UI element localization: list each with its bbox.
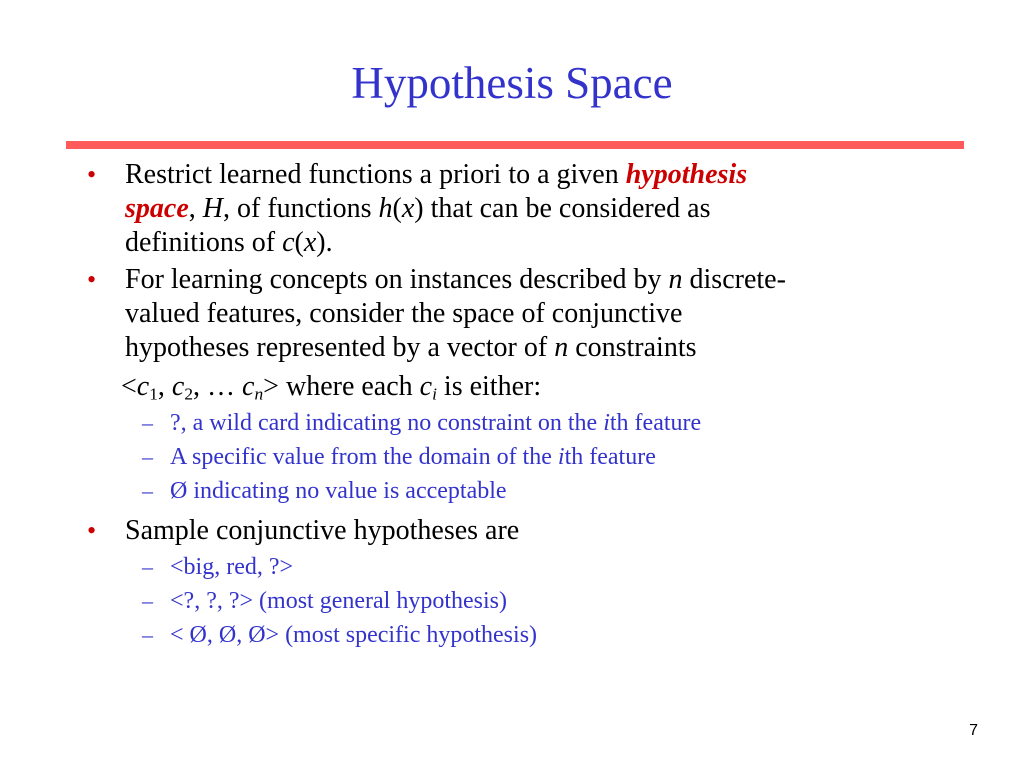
var-c: c: [282, 227, 295, 258]
bullet-1-text-b: ,: [188, 193, 203, 224]
bullet-2-text-c: hypotheses represented by a vector of: [125, 332, 555, 363]
hypothesis-term: hypothesis: [625, 159, 748, 190]
bullet-1-text-e: definitions of: [125, 227, 283, 258]
bullet-2-text-a: For learning concepts on instances described by: [125, 264, 669, 295]
sub-item-wildcard-text: ?, a wild card indicating no constraint on the: [170, 410, 604, 436]
angle-close: >: [263, 371, 279, 402]
var-i: i: [603, 410, 610, 436]
sub-n: n: [254, 384, 264, 404]
sub-item-wildcard: [170, 408, 950, 438]
bullet-1-paren-open-2: (: [294, 227, 304, 258]
bullet-2-text-d: constraints: [568, 332, 697, 363]
bullet-1-text-f: ).: [316, 227, 333, 258]
var-cn: c: [242, 371, 255, 402]
bullet-1-line-1: [125, 158, 955, 192]
vector-text-a: where each: [278, 371, 420, 402]
var-x: x: [401, 193, 415, 224]
sample-hypothesis-1: <big, red, ?>: [170, 554, 294, 580]
sample-hypothesis-3: < Ø, Ø, Ø> (most specific hypothesis): [170, 622, 538, 648]
bullet-2-line-1: [125, 263, 955, 297]
sub-item-empty: Ø indicating no value is acceptable: [170, 478, 507, 504]
sub-item-specific-suffix: th feature: [564, 444, 656, 470]
sub-i: i: [432, 384, 437, 404]
var-n-2: n: [554, 332, 569, 363]
bullet-2: [125, 263, 955, 365]
bullet-1-text-c: , of functions: [223, 193, 379, 224]
slide-title: Hypothesis Space: [351, 58, 673, 108]
sub-2: 2: [184, 384, 194, 404]
bullet-2-text-b: discrete-: [682, 264, 786, 295]
sub-item-specific: [170, 442, 950, 472]
bullet-1-text-d: ) that can be considered as: [414, 193, 711, 224]
bullet-3: Sample conjunctive hypotheses are: [125, 515, 520, 546]
space-term: space: [125, 193, 189, 224]
title-underline: [66, 141, 964, 149]
var-c1: c: [136, 371, 150, 402]
bullet-2-line-3: [125, 331, 955, 365]
var-x-2: x: [303, 227, 317, 258]
dash-marker-5: –: [142, 588, 153, 613]
ellipsis: , …: [193, 371, 243, 402]
var-h: h: [378, 193, 393, 224]
sub-item-wildcard-suffix: th feature: [609, 410, 702, 436]
bullet-marker-2: •: [87, 265, 97, 294]
vector-text-b: is either:: [436, 371, 542, 402]
bullet-marker-1: •: [87, 160, 97, 189]
dash-marker-1: –: [142, 410, 153, 435]
bullet-1: [125, 158, 955, 260]
dash-marker-4: –: [142, 554, 153, 579]
constraint-vector-line: [121, 370, 541, 404]
bullet-1-line-3: [125, 226, 955, 260]
dash-marker-2: –: [142, 444, 153, 469]
sample-hypothesis-2: <?, ?, ?> (most general hypothesis): [170, 588, 507, 614]
bullet-1-text-a: Restrict learned functions a priori to a given: [125, 159, 626, 190]
sub-item-specific-text: A specific value from the domain of the: [170, 444, 558, 470]
sub-1: 1: [149, 384, 158, 404]
page-number: 7: [969, 722, 978, 739]
var-n: n: [668, 264, 683, 295]
comma: ,: [157, 371, 172, 402]
bullet-2-line-2: valued features, consider the space of conjunctive: [125, 298, 683, 329]
dash-marker-6: –: [142, 622, 153, 647]
var-ci: c: [419, 371, 433, 402]
var-i-2: i: [557, 444, 565, 470]
var-H: H: [202, 193, 223, 224]
bullet-1-line-2: [125, 192, 955, 226]
var-c2: c: [171, 371, 185, 402]
bullet-marker-3: •: [87, 516, 97, 545]
dash-marker-3: –: [142, 478, 153, 503]
bullet-1-paren-open: (: [392, 193, 402, 224]
angle-open: <: [121, 371, 137, 402]
